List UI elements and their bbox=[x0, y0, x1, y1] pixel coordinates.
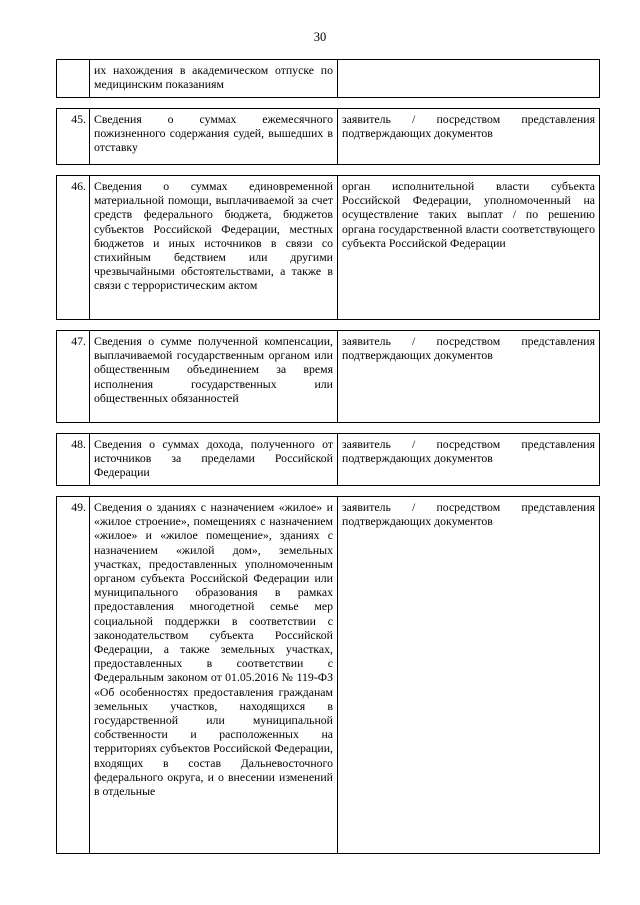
row-description: Сведения о суммах ежемесячного пожизненного содержания судей, вышедших в отставку bbox=[90, 109, 338, 165]
row-source: заявитель / посредством представления подтверждающих документов bbox=[338, 497, 600, 854]
row-description: Сведения о суммах единовременной материальной помощи, выплачиваемой за счет средств федерального бюджета, бюджетов субъектов Российской Федерации, местных бюджетов и иных источников в связи со стихийным бедствием или другими чрезвычайными обстоятельствами, а также в связи с террористическим актом bbox=[90, 176, 338, 320]
document-table bbox=[56, 59, 600, 854]
row-gap bbox=[57, 165, 600, 176]
row-source: заявитель / посредством представления подтверждающих документов bbox=[338, 434, 600, 486]
row-description: Сведения о зданиях с назначением «жилое» и «жилое строение», помещениях с назначением «жилое» и «жилое помещение», зданиях с назначением «жилой дом», земельных участках, предоставленных уполномоченным органом субъекта Российской Федерации или муниципального образования в рамках предоставления многодетной семье мер социальной поддержки в соответствии с законодательством субъекта Российской Федерации, а также земельных участках, предоставленных в соответствии с Федеральным законом от 01.05.2016 № 119-ФЗ «Об особенностях предоставления гражданам земельных участков, находящихся в государственной или муниципальной собственности и расположенных на территориях субъектов Российской Федерации, входящих в состав Дальневосточного федерального округа, и о внесении изменений в отдельные bbox=[90, 497, 338, 854]
row-source: орган исполнительной власти субъекта Российской Федерации, уполномоченный на осуществление таких выплат / по решению органа государственной власти соответствующего субъекта Российской Федерации bbox=[338, 176, 600, 320]
table-row bbox=[57, 176, 600, 320]
table-row bbox=[57, 434, 600, 486]
row-number: 45. bbox=[57, 109, 90, 165]
row-number: 49. bbox=[57, 497, 90, 854]
row-source: заявитель / посредством представления подтверждающих документов bbox=[338, 109, 600, 165]
table-row bbox=[57, 497, 600, 854]
row-gap bbox=[57, 423, 600, 434]
row-gap bbox=[57, 486, 600, 497]
page-number: 30 bbox=[313, 30, 327, 44]
table-row bbox=[57, 331, 600, 423]
row-number: 47. bbox=[57, 331, 90, 423]
row-source: заявитель / посредством представления подтверждающих документов bbox=[338, 331, 600, 423]
row-source bbox=[338, 60, 600, 98]
row-gap bbox=[57, 98, 600, 109]
row-description: Сведения о сумме полученной компенсации, выплачиваемой государственным органом или общественным объединением за время исполнения государственных или общественных обязанностей bbox=[90, 331, 338, 423]
row-number: 48. bbox=[57, 434, 90, 486]
row-description: Сведения о суммах дохода, полученного от источников за пределами Российской Федерации bbox=[90, 434, 338, 486]
row-number bbox=[57, 60, 90, 98]
table-row bbox=[57, 60, 600, 98]
row-gap bbox=[57, 320, 600, 331]
table-row bbox=[57, 109, 600, 165]
row-number: 46. bbox=[57, 176, 90, 320]
row-description: их нахождения в академическом отпуске по медицинским показаниям bbox=[90, 60, 338, 98]
